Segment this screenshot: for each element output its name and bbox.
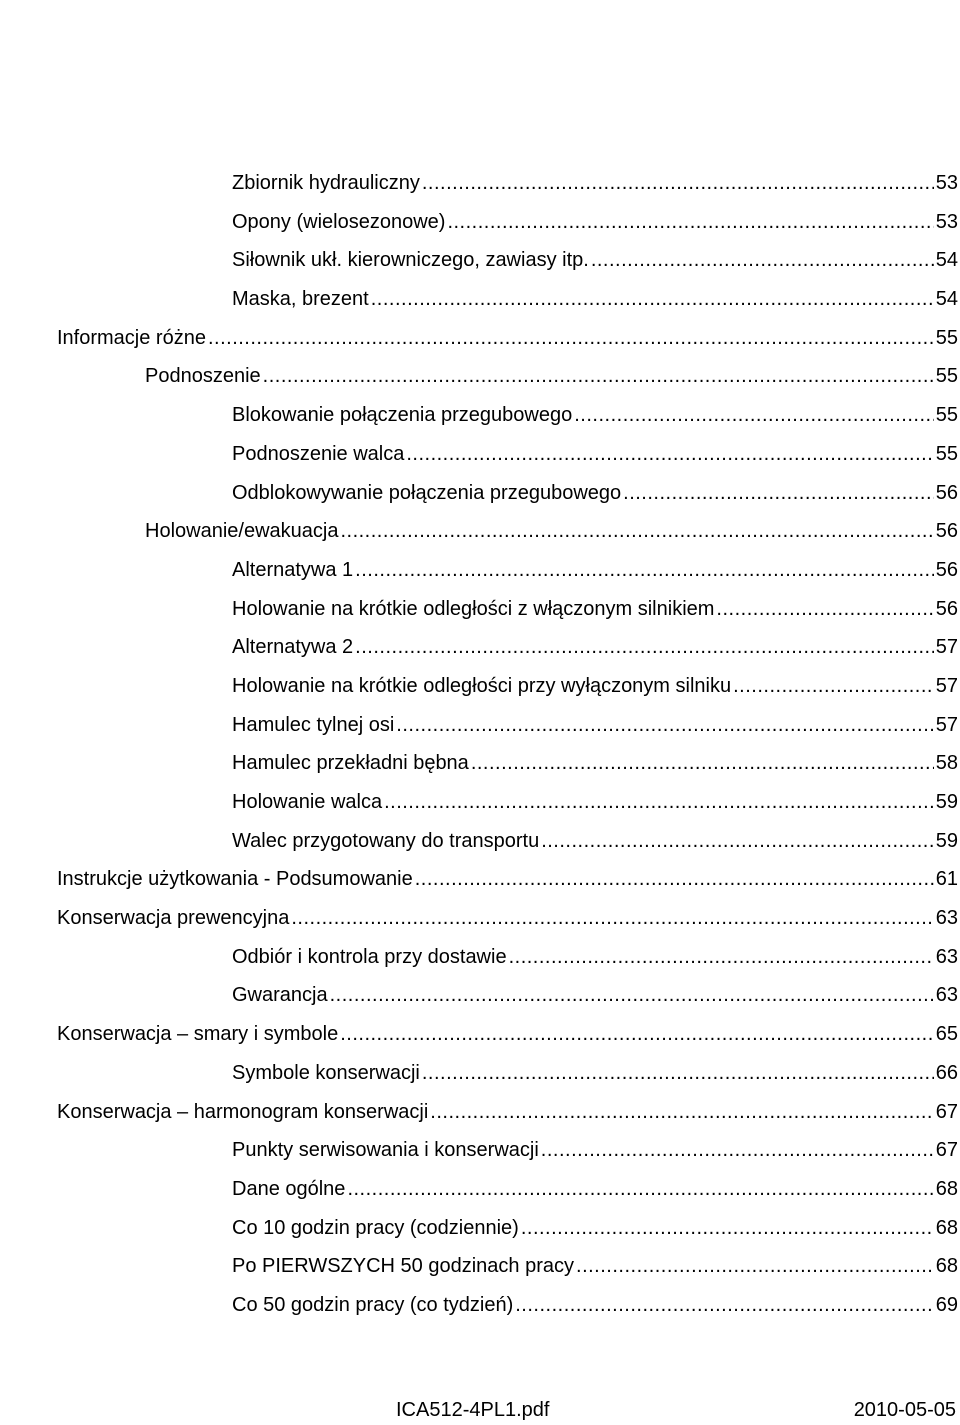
toc-entry[interactable] <box>0 1015 960 1054</box>
toc-entry[interactable] <box>0 1131 960 1170</box>
toc-entry-title: Instrukcje użytkowania - Podsumowanie <box>57 868 413 891</box>
toc-entry-page-number: 66 <box>935 1061 958 1084</box>
toc-entry-title: Po PIERWSZYCH 50 godzinach pracy <box>232 1255 575 1278</box>
toc-entry-title: Co 50 godzin pracy (co tydzień) <box>232 1293 514 1316</box>
toc-dot-leader <box>396 706 933 745</box>
toc-dot-leader <box>355 551 934 590</box>
toc-dot-leader <box>509 938 934 977</box>
toc-entry-title: Blokowanie połączenia przegubowego <box>232 404 573 427</box>
toc-entry[interactable] <box>0 667 960 706</box>
toc-entry[interactable] <box>0 744 960 783</box>
toc-entry[interactable] <box>0 899 960 938</box>
toc-dot-leader <box>733 667 934 706</box>
toc-dot-leader <box>371 280 934 319</box>
toc-entry-title: Hamulec tylnej osi <box>232 713 395 736</box>
toc-entry-title: Siłownik ukł. kierowniczego, zawiasy itp. <box>232 249 589 272</box>
page-footer <box>0 1398 960 1422</box>
toc-dot-leader <box>447 203 933 242</box>
toc-entry-page-number: 53 <box>935 210 958 233</box>
toc-entry-page-number: 68 <box>935 1255 958 1278</box>
toc-entry-page-number: 69 <box>935 1293 958 1316</box>
toc-entry[interactable] <box>0 474 960 513</box>
toc-entry-page-number: 63 <box>935 984 958 1007</box>
toc-entry-title: Hamulec przekładni bębna <box>232 752 469 775</box>
toc-entry-page-number: 56 <box>935 481 958 504</box>
toc-entry[interactable] <box>0 1054 960 1093</box>
toc-entry-title: Holowanie na krótkie odległości przy wyłączonym silniku <box>232 674 732 697</box>
toc-entry[interactable] <box>0 1209 960 1248</box>
toc-dot-leader <box>415 860 934 899</box>
toc-entry-title: Alternatywa 2 <box>232 636 354 659</box>
toc-dot-leader <box>422 1054 934 1093</box>
toc-entry[interactable] <box>0 280 960 319</box>
toc-entry[interactable] <box>0 241 960 280</box>
toc-entry[interactable] <box>0 822 960 861</box>
footer-date: 2010-05-05 <box>853 1399 956 1421</box>
toc-entry-title: Walec przygotowany do transportu <box>232 829 540 852</box>
toc-entry[interactable] <box>0 203 960 242</box>
toc-entry[interactable] <box>0 357 960 396</box>
toc-entry-title: Co 10 godzin pracy (codziennie) <box>232 1216 519 1239</box>
toc-entry-page-number: 59 <box>935 829 958 852</box>
toc-entry-title: Podnoszenie <box>145 365 261 388</box>
toc-entry-page-number: 68 <box>935 1177 958 1200</box>
toc-dot-leader <box>340 512 933 551</box>
toc-entry-title: Podnoszenie walca <box>232 442 405 465</box>
toc-entry-title: Zbiornik hydrauliczny <box>232 172 420 194</box>
toc-entry-title: Holowanie/ewakuacja <box>145 520 339 543</box>
toc-entry-page-number: 67 <box>935 1139 958 1162</box>
toc-dot-leader <box>208 319 934 358</box>
toc-dot-leader <box>574 396 934 435</box>
toc-entry[interactable] <box>0 396 960 435</box>
toc-entry-page-number: 61 <box>935 868 958 891</box>
toc-dot-leader <box>471 744 934 783</box>
toc-entry-page-number: 68 <box>935 1216 958 1239</box>
toc-dot-leader <box>347 1170 933 1209</box>
toc-entry-title: Konserwacja – smary i symbole <box>57 1023 339 1046</box>
toc-entry[interactable] <box>0 1093 960 1132</box>
toc-entry-page-number: 63 <box>935 907 958 930</box>
toc-entry-page-number: 57 <box>935 713 958 736</box>
toc-dot-leader <box>291 899 933 938</box>
toc-dot-leader <box>430 1093 933 1132</box>
toc-entry-title: Holowanie na krótkie odległości z włączonym silnikiem <box>232 597 715 620</box>
toc-entry-page-number: 57 <box>935 636 958 659</box>
toc-entry-page-number: 57 <box>935 674 958 697</box>
toc-entry[interactable] <box>0 435 960 474</box>
toc-dot-leader <box>716 590 933 629</box>
toc-entry-title: Alternatywa 1 <box>232 558 354 581</box>
toc-entry[interactable] <box>0 164 960 203</box>
toc-entry-page-number: 54 <box>935 249 958 272</box>
toc-dot-leader <box>340 1015 934 1054</box>
toc-entry-title: Konserwacja prewencyjna <box>57 907 290 930</box>
toc-entry-page-number: 56 <box>935 520 958 543</box>
toc-dot-leader <box>623 474 934 513</box>
toc-entry-title: Gwarancja <box>232 984 328 1007</box>
toc-entry-page-number: 53 <box>935 172 958 194</box>
toc-dot-leader <box>406 435 933 474</box>
toc-entry[interactable] <box>0 628 960 667</box>
toc-entry-page-number: 56 <box>935 558 958 581</box>
toc-dot-leader <box>422 164 934 203</box>
toc-entry-page-number: 67 <box>935 1100 958 1123</box>
toc-entry[interactable] <box>0 976 960 1015</box>
toc-entry-title: Punkty serwisowania i konserwacji <box>232 1139 539 1162</box>
toc-entry-title: Konserwacja – harmonogram konserwacji <box>57 1100 429 1123</box>
toc-entry[interactable] <box>0 938 960 977</box>
toc-entry-title: Informacje różne <box>57 326 206 349</box>
toc-entry[interactable] <box>0 319 960 358</box>
toc-entry-page-number: 65 <box>935 1023 958 1046</box>
toc-entry[interactable] <box>0 1286 960 1325</box>
toc-entry-page-number: 58 <box>935 752 958 775</box>
toc-entry[interactable] <box>0 1170 960 1209</box>
toc-entry[interactable] <box>0 590 960 629</box>
toc-entry-page-number: 54 <box>935 288 958 311</box>
toc-entry-title: Holowanie walca <box>232 791 383 813</box>
toc-entry-title: Opony (wielosezonowe) <box>232 210 446 233</box>
toc-dot-leader <box>355 628 934 667</box>
toc-entry-title: Symbole konserwacji <box>232 1061 420 1084</box>
toc-dot-leader <box>591 241 934 280</box>
toc-entry-page-number: 55 <box>935 365 958 388</box>
toc-dot-leader <box>541 822 934 861</box>
toc-dot-leader <box>330 976 934 1015</box>
toc-dot-leader <box>541 1131 934 1170</box>
toc-entry[interactable] <box>0 1247 960 1286</box>
toc-entry-title: Odbiór i kontrola przy dostawie <box>232 945 507 968</box>
toc-entry-title: Maska, brezent <box>232 288 369 311</box>
toc-entry-page-number: 55 <box>935 404 958 427</box>
toc-entry-title: Dane ogólne <box>232 1177 346 1200</box>
toc-entry-page-number: 63 <box>935 945 958 968</box>
toc-dot-leader <box>521 1209 934 1248</box>
toc-entry[interactable] <box>0 551 960 590</box>
footer-filename: ICA512-4PL1.pdf <box>396 1399 550 1421</box>
toc-entry-page-number: 55 <box>935 442 958 465</box>
toc-dot-leader <box>515 1286 934 1325</box>
toc-entry[interactable] <box>0 860 960 899</box>
toc-entry[interactable] <box>0 706 960 745</box>
toc-entry-page-number: 56 <box>935 597 958 620</box>
toc-entry[interactable] <box>0 783 960 822</box>
toc-entry-title: Odblokowywanie połączenia przegubowego <box>232 481 622 504</box>
table-of-contents <box>0 164 960 1325</box>
toc-entry-page-number: 55 <box>935 326 958 349</box>
toc-dot-leader <box>263 357 934 396</box>
toc-dot-leader <box>384 783 934 822</box>
toc-dot-leader <box>576 1247 934 1286</box>
toc-entry[interactable] <box>0 512 960 551</box>
toc-entry-page-number: 59 <box>935 791 958 813</box>
